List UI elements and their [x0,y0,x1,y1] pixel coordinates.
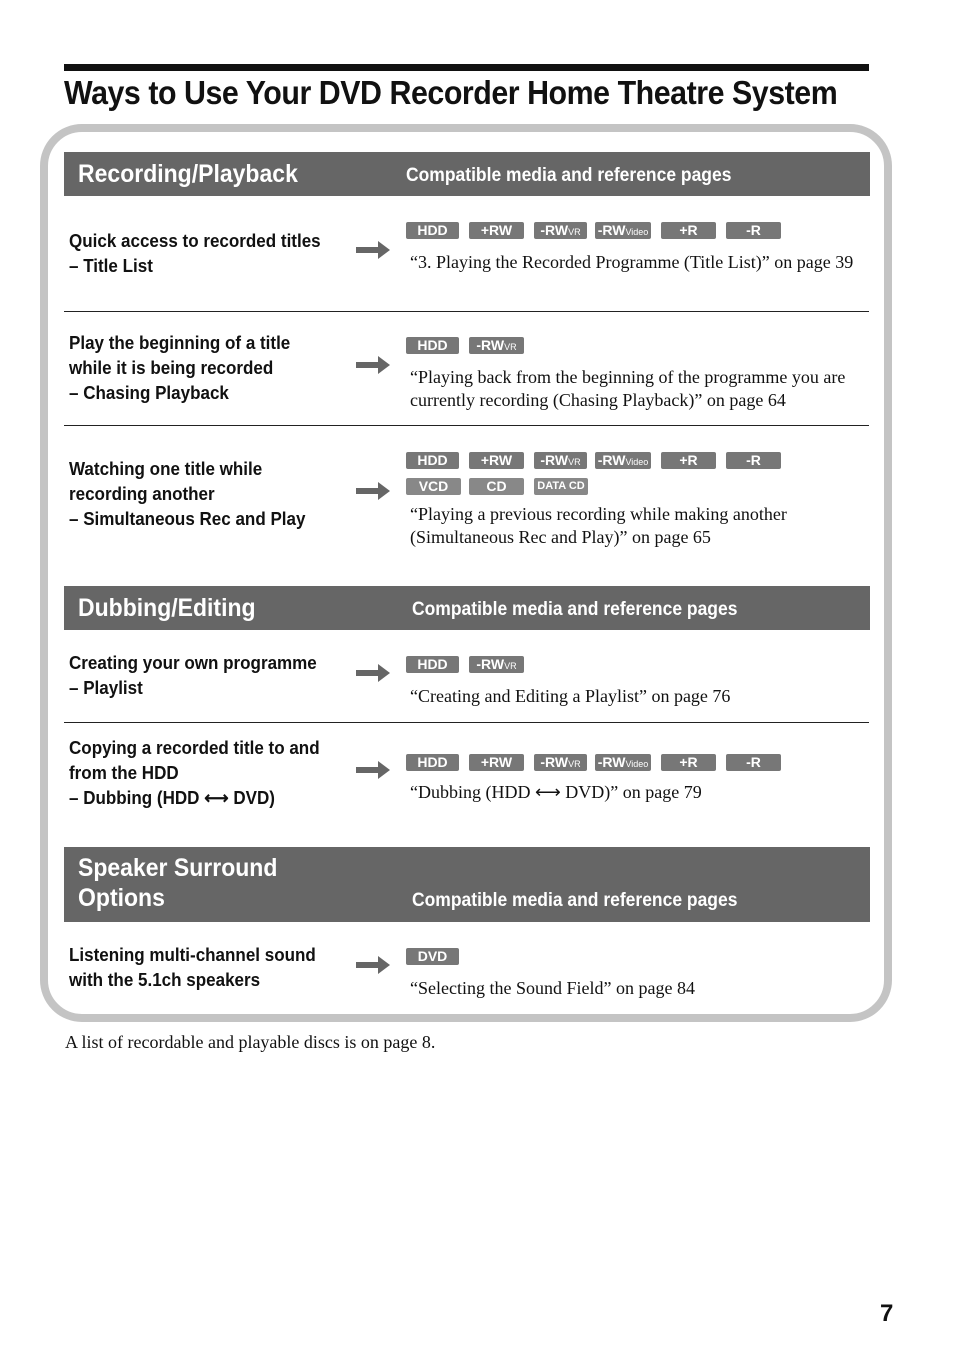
label-line: from the HDD [69,762,179,783]
badge-plus-r: +R [661,222,716,239]
badge-plus-r: +R [661,754,716,771]
label-line: Copying a recorded title to and [69,737,320,758]
row-label-multichannel-sound [69,942,316,992]
row-divider [64,425,869,426]
reference-text: “3. Playing the Recorded Programme (Title List)” on page 39 [410,252,854,272]
label-line: – Title List [69,255,153,276]
row-divider [64,311,869,312]
badge-minus-rw-vr: -RWVR [534,452,587,469]
section-title: Dubbing/Editing [78,594,256,622]
badge-vcd: VCD [406,478,461,495]
row-label-playlist [69,650,317,700]
badge-minus-r: -R [726,452,781,469]
row-label-dubbing [69,735,320,810]
label-line: Quick access to recorded titles [69,230,321,251]
label-line: – Simultaneous Rec and Play [69,508,306,529]
badge-cd: CD [469,478,524,495]
badge-minus-rw-vr: -RWVR [534,754,587,771]
badge-minus-rw-vr: -RWVR [534,222,587,239]
label-line: Listening multi-channel sound [69,944,316,965]
section-subtitle: Compatible media and reference pages [406,165,732,186]
reference-text: “Selecting the Sound Field” on page 84 [410,978,695,998]
badge-dvd: DVD [406,948,459,965]
badge-hdd: HDD [406,222,459,239]
arrow-right-icon [356,760,390,780]
row-label-chasing-playback [69,330,290,405]
label-line: Play the beginning of a title [69,332,291,353]
reference-text: “Playing a previous recording while making another (Simultaneous Rec and Play)” on page 65 [410,504,787,547]
badge-hdd: HDD [406,754,459,771]
label-line: with the 5.1ch speakers [69,969,261,990]
section-title: Options [78,884,165,912]
reference-text: “Playing back from the beginning of the programme you are currently recording (Chasing Playback)” on page 64 [410,367,846,410]
title-rule [64,64,869,71]
arrow-right-icon [356,355,390,375]
badge-hdd: HDD [406,452,459,469]
reference-text: “Creating and Editing a Playlist” on page 76 [410,686,731,706]
arrow-right-icon [356,955,390,975]
row-label-title-list [69,228,321,278]
label-line: while it is being recorded [69,357,274,378]
label-line: – Playlist [69,677,143,698]
badge-minus-rw-vr: -RWVR [469,656,524,673]
page-title: Ways to Use Your DVD Recorder Home Theatre System [64,74,838,111]
section-subtitle: Compatible media and reference pages [412,890,738,911]
section-header-recording-playback [64,152,870,196]
badge-plus-r: +R [661,452,716,469]
section-header-speaker-surround [64,847,870,922]
badge-hdd: HDD [406,656,459,673]
badge-plus-rw: +RW [469,222,524,239]
section-title: Recording/Playback [78,160,298,188]
label-line: recording another [69,483,215,504]
badge-minus-rw-video: -RWVideo [595,754,651,771]
badge-plus-rw: +RW [469,754,524,771]
badge-minus-rw-video: -RWVideo [595,222,651,239]
label-line: Watching one title while [69,458,263,479]
label-line: Creating your own programme [69,652,317,673]
badge-hdd: HDD [406,337,459,354]
section-title: Speaker Surround [78,854,278,882]
page-number: 7 [880,1300,894,1327]
badge-minus-rw-video: -RWVideo [595,452,651,469]
badge-minus-r: -R [726,754,781,771]
badge-plus-rw: +RW [469,452,524,469]
row-label-simultaneous-rec-play [69,456,305,531]
reference-text: “Dubbing (HDD ⟷ DVD)” on page 79 [410,782,702,802]
label-line: – Dubbing (HDD ⟷ DVD) [69,787,275,808]
section-subtitle: Compatible media and reference pages [412,599,738,620]
badge-data-cd: DATA CD [534,478,588,495]
badge-minus-r: -R [726,222,781,239]
footnote: A list of recordable and playable discs is on page 8. [65,1032,436,1052]
row-divider [64,722,869,723]
badge-minus-rw-vr: -RWVR [469,337,524,354]
arrow-right-icon [356,481,390,501]
arrow-right-icon [356,240,390,260]
arrow-right-icon [356,663,390,683]
label-line: – Chasing Playback [69,382,229,403]
section-header-dubbing-editing [64,586,870,630]
